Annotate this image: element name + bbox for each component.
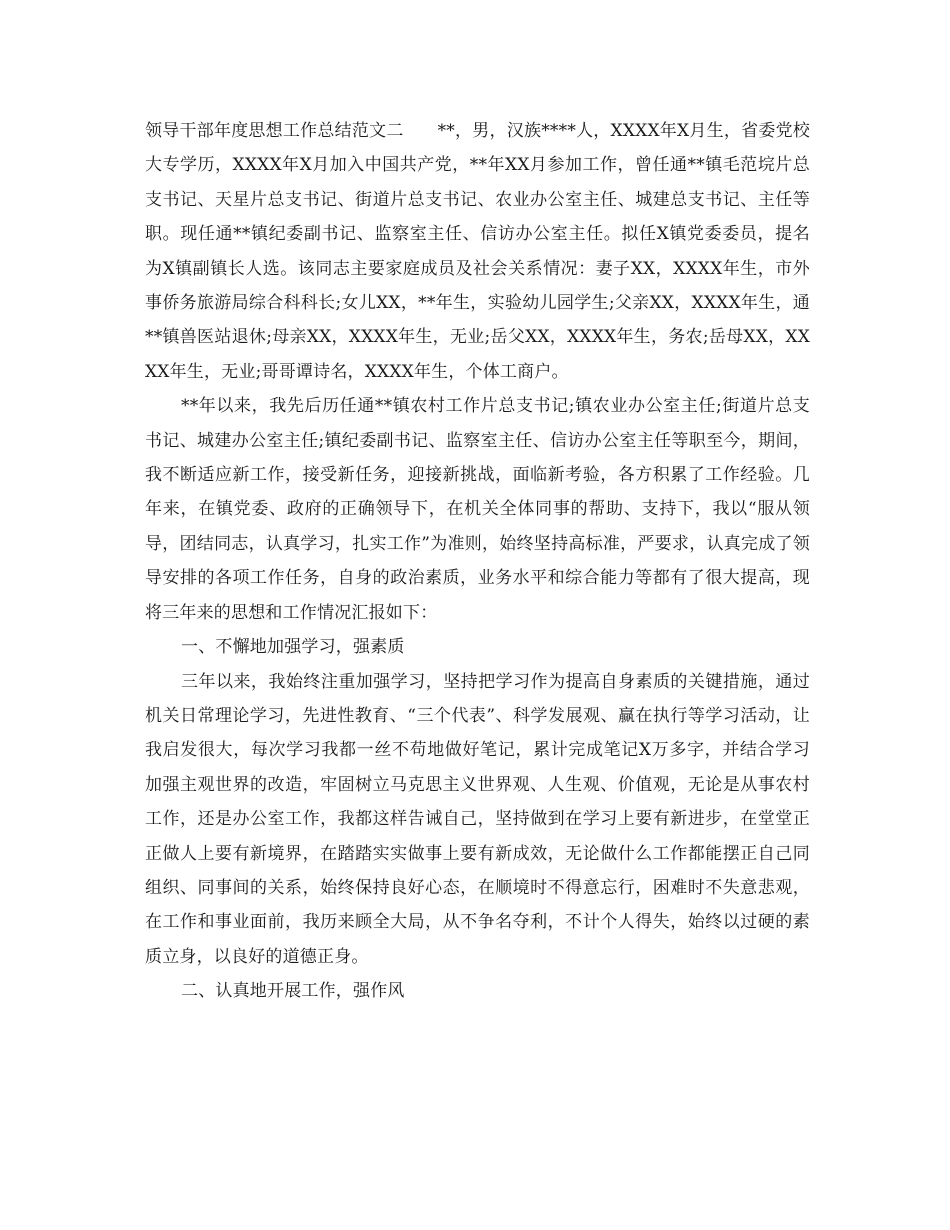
paragraph-study: 三年以来，我始终注重加强学习，坚持把学习作为提高自身素质的关键措施，通过机关日常理论学习，先进性教育、“三个代表”、科学发展观、赢在执行等学习活动，让我启发很大，每次学习我都一丝不苟地做好笔记，累计完成笔记X万多字，并结合学习加强主观世界的改造，牢固树立马克思主义世界观、人生观、价值观，无论是从事农村工作，还是办公室工作，我都这样告诫自己，坚持做到在学习上要有新进步，在堂堂正正做人上要有新境界，在踏踏实实做事上要有新成效，无论做什么工作都能摆正自己同组织、同事间的关系，始终保持良好心态，在顺境时不得意忘行，困难时不失意悲观，在工作和事业面前，我历来顾全大局，从不争名夺利，不计个人得失，始终以过硬的素质立身，以良好的道德正身。	[145, 671, 810, 967]
intro-paragraph	[145, 114, 810, 389]
paragraph-work-history: **年以来，我先后历任通**镇农村工作片总支书记;镇农业办公室主任;街道片总支书记、城建办公室主任;镇纪委副书记、监察室主任、信访办公室主任等职至今，期间，我不断适应新工作，接受新任务，迎接新挑战，面临新考验，各方积累了工作经验。几年来，在镇党委、政府的正确领导下，在机关全体同事的帮助、支持下，我以“服从领导，团结同志，认真学习，扎实工作”为准则，始终坚持高标准，严要求，认真完成了领导安排的各项工作任务，自身的政治素质，业务水平和综合能力等都有了很大提高，现将三年来的思想和工作情况汇报如下：	[145, 396, 810, 623]
section-heading-work: 二、认真地开展工作，强作风	[181, 981, 405, 1002]
document-body	[145, 114, 810, 1009]
document-title: 领导干部年度思想工作总结范文二	[145, 121, 404, 141]
section-heading-study: 一、不懈地加强学习，强素质	[181, 637, 405, 658]
paragraph-profile: **，男，汉族****人，XXXX年X月生，省委党校大专学历，XXXX年X月加入中国共产党，**年XX月参加工作，曾任通**镇毛范垸片总支书记、天星片总支书记、街道片总支书记、农业办公室主任、城建总支书记、主任等职。现任通**镇纪委副书记、监察室主任、信访办公室主任。拟任X镇党委委员，提名为X镇副镇长人选。该同志主要家庭成员及社会关系情况：妻子XX，XXXX年生，市外事侨务旅游局综合科科长;女儿XX，**年生，实验幼儿园学生;父亲XX，XXXX年生，通**镇兽医站退休;母亲XX，XXXX年生，无业;岳父XX，XXXX年生，务农;岳母XX，XXXX年生，无业;哥哥谭诗名，XXXX年生，个体工商户。	[145, 121, 811, 382]
